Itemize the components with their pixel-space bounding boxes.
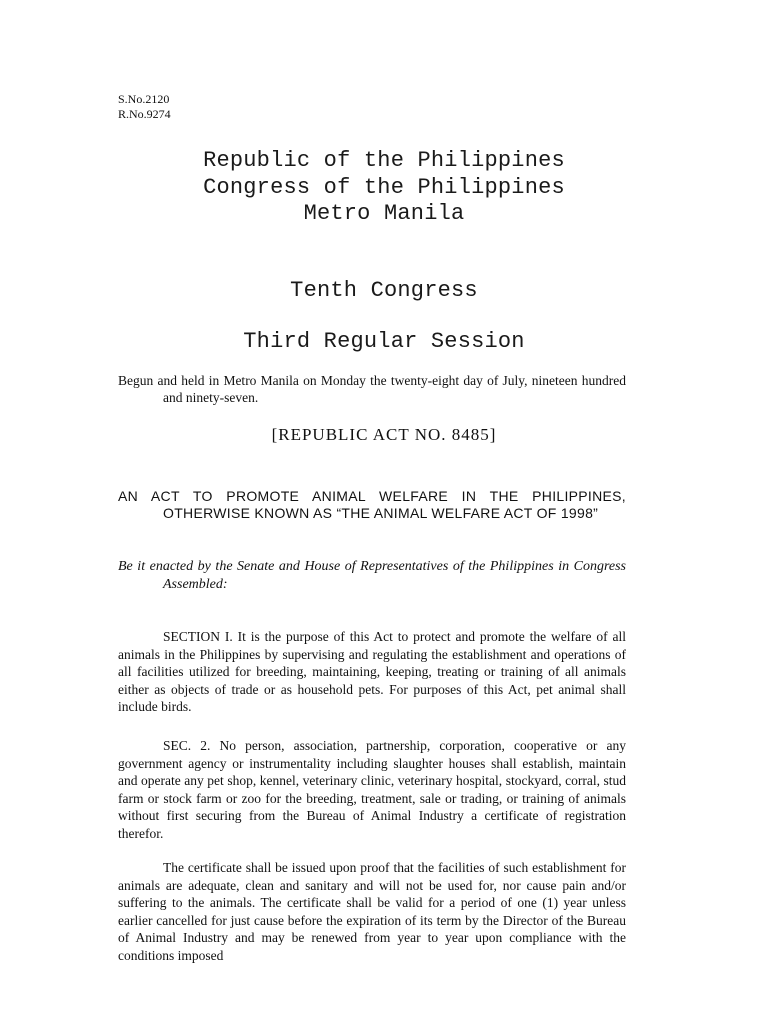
header-congress: Congress of the Philippines — [203, 174, 565, 200]
bill-reference-numbers — [118, 92, 171, 122]
act-title: AN ACT TO PROMOTE ANIMAL WELFARE IN THE PHILIPPINES, OTHERWISE KNOWN AS “THE ANIMAL WELFARE ACT OF 1998” — [118, 488, 626, 521]
begun-statement: Begun and held in Metro Manila on Monday the twenty-eight day of July, nineteen hundred and ninety-seven. — [118, 373, 626, 405]
header-location: Metro Manila — [303, 201, 465, 226]
enacting-clause: Be it enacted by the Senate and House of Representatives of the Philippines in Congress Assembled: — [118, 559, 626, 592]
congress-title: Tenth Congress — [290, 278, 478, 303]
republic-act-number: [REPUBLIC ACT NO. 8485] — [271, 425, 497, 444]
document-header — [0, 148, 768, 228]
section-1-paragraph: SECTION I. It is the purpose of this Act to protect and promote the welfare of all animals in the Philippines by supervising and regulating the establishment and operations of all facilities utilized for breeding, maintaining, keeping, treating or training of all animals either as objects of trade or as household pets. For purposes of this Act, pet animal shall include birds. — [118, 629, 626, 715]
session-title: Third Regular Session — [243, 329, 525, 354]
house-bill-number: R.No.9274 — [118, 107, 171, 121]
certificate-paragraph: The certificate shall be issued upon proof that the facilities of such establishment for animals are adequate, clean and sanitary and will not be used for, nor cause pain and/or suffering to the animals. The certificate shall be valid for a period of one (1) year unless earlier cancelled for just cause before the expiration of its term by the Director of the Bureau of Animal Industry and may be renewed from year to year upon compliance with the conditions imposed — [118, 860, 626, 963]
senate-bill-number: S.No.2120 — [118, 92, 170, 106]
section-2-paragraph: SEC. 2. No person, association, partnership, corporation, cooperative or any government agency or instrumentality including slaughter houses shall establish, maintain and operate any pet shop, kennel, veterinary clinic, veterinary hospital, stockyard, corral, stud farm or stock farm or zoo for the breeding, treatment, sale or trading, or training of animals without first securing from the Bureau of Animal Industry a certificate of registration therefor. — [118, 738, 626, 841]
header-republic: Republic of the Philippines — [203, 148, 565, 173]
